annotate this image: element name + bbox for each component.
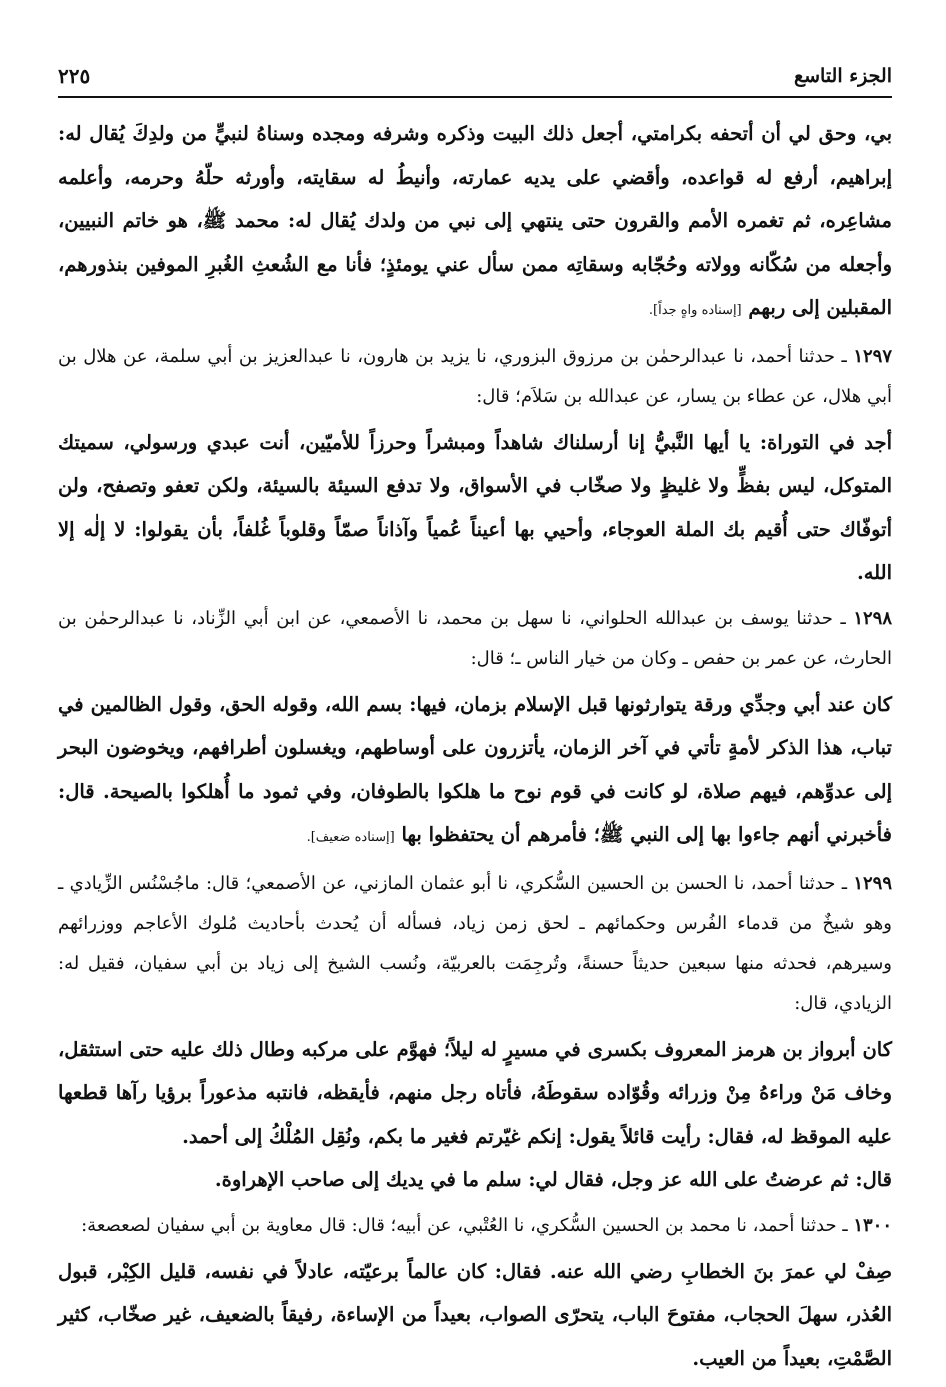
hadith-number: ١٢٩٨ [853,607,892,629]
page-body [58,112,892,1380]
hadith-chain-1297 [58,337,892,417]
chain-text: ـ حدثنا أحمد، نا الحسن بن الحسين السُّكري، نا أبو عثمان المازني، عن الأصمعي؛ قال: ماجُسْنُس الزِّيادي ـ وهو شيخٌ من قدماء الفُرس وحكمائهم ـ لحق زمن زياد، فسأله أن يُحدث بأحاديث مُلوك الأعاجم ووزرائهم وسيرهم، فحدثه منها سبعين حديثاً حسنةً، وتُرجِمَت بالعربيّة، ونُسب الشيخ إلى زياد بن أبي سفيان، فقيل له: الزيادي، قال: [58,872,892,1014]
hadith-chain-1298 [58,599,892,679]
grading-note: [إسناده ضعيف]. [306,830,395,845]
chain-text: ـ حدثنا يوسف بن عبدالله الحلواني، نا سهل بن محمد، نا الأصمعي، عن ابن أبي الزِّناد، نا عبدالرحمٰن بن الحارث، عن عمر بن حفص ـ وكان من خيار الناس ـ؛ قال: [58,607,892,669]
hadith-number: ١٣٠٠ [853,1214,892,1236]
running-title: الجزء التاسع [794,65,892,87]
quote-paragraph [58,112,892,333]
quote-text: بي، وحق لي أن أتحفه بكرامتي، أجعل ذلك البيت وذكره وشرفه ومجده وسناهُ لنبيٍّ من ولدِكَ يُقال له: إبراهيم، أرفع له قواعده، وأقضي على يديه عمارته، وأنيطُ له سقايته، وأورثه حلّهُ وحرمه، وأعلمه مشاعِره، ثم تغمره الأمم والقرون حتى ينتهي إلى نبي من ولدك يُقال له: محمد ﷺ، هو خاتم النبيين، وأجعله من سُكّانه وولاته وحُجّابه وسقاتِه ممن سأل عني يومئذٍ؛ فأنا مع الشُعثِ الغُبرِ الموفين بنذورهم، المقبلين إلى ربهم [58,122,892,319]
quote-paragraph: أجد في التوراة: يا أيها النَّبيُّ إنا أرسلناك شاهداً ومبشراً وحرزاً للأميّين، أنت عبدي ورسولي، سميتك المتوكل، ليس بفظٍّ ولا غليظٍ ولا صخّاب في الأسواق، ولا تدفع السيئة بالسيئة، ولكن تعفو وتصفح، ولن أتوفّاك حتى أُقيم بك الملة العوجاء، وأحيي بها أعيناً عُمياً وآذاناً صمّاً وقلوباً غُلفاً، بأن يقولوا: لا إلٰه إلا الله. [58,430,892,584]
page-number: ٢٢٥ [58,64,91,88]
quote-paragraph [58,683,892,860]
chain-text: ـ حدثنا أحمد، نا عبدالرحمٰن بن مرزوق البزوري، نا يزيد بن هارون، نا عبدالعزيز بن أبي سلمة، عن هلال بن أبي هلال، عن عطاء بن يسار، عن عبدالله بن سَلاَم؛ قال: [58,345,892,407]
hadith-chain-1300 [58,1206,892,1246]
hadith-number: ١٢٩٧ [853,345,892,367]
hadith-number: ١٢٩٩ [853,872,892,894]
quote-paragraph: صِفْ لي عمرَ بنَ الخطابِ رضي الله عنه. فقال: كان عالماً برعيّته، عادلاً في نفسه، قليل الكِبْر، قبول العُذر، سهلَ الحجاب، مفتوحَ الباب، يتحرّى الصواب، بعيداً من الإساءة، رفيقاً بالضعيف، غير صخّاب، كثير الصَّمْتِ، بعيداً من العيب. [58,1259,892,1370]
quote-paragraph: كان أبرواز بن هرمز المعروف بكسرى في مسيرٍ له ليلاً؛ فهوَّم على مركبه وطال ذلك عليه حتى استثقل، وخاف مَنْ وراءهُ مِنْ وزرائه وقُوّاده سقوطَهُ، فأتاه رجل منهم، فأيقظه، فانتبه مذعوراً برؤيا رآها قطعها عليه الموقظ له، فقال: رأيت قائلاً يقول: إنكم غيّرتم فغير ما بكم، ونُقِل المُلْكُ إلى أحمد. [58,1037,892,1148]
hadith-chain-1299 [58,864,892,1024]
header-rule [58,96,892,98]
quote-paragraph: قال: ثم عرضتُ على الله عز وجل، فقال لي: سلم ما في يديك إلى صاحب الإهراوة. [214,1168,892,1191]
page-header [58,58,892,94]
grading-note: [إسناده واهٍ جداً]. [648,303,742,318]
book-page [58,58,892,1380]
quote-text: كان عند أبي وجدِّي ورقة يتوارثونها قبل الإسلام بزمان، فيها: بسم الله، وقوله الحق، وقول الظالمين في تباب، هذا الذكر لأمةٍ تأتي في آخر الزمان، يأتزرون على أوساطهم، ويغسلون أطرافهم، ويخوضون البحر إلى عدوِّهم، فيهم صلاة، لو كانت في قوم نوح ما هلكوا بالطوفان، وفي ثمود ما أُهلكوا بالصيحة. قال: فأخبرني أنهم جاءوا بها إلى النبي ﷺ؛ فأمرهم أن يحتفظوا بها [58,692,892,846]
chain-text: ـ حدثنا أحمد، نا محمد بن الحسين السُّكري، نا العُتْبي، عن أبيه؛ قال: قال معاوية بن أبي سفيان لصعصعة: [81,1214,848,1236]
